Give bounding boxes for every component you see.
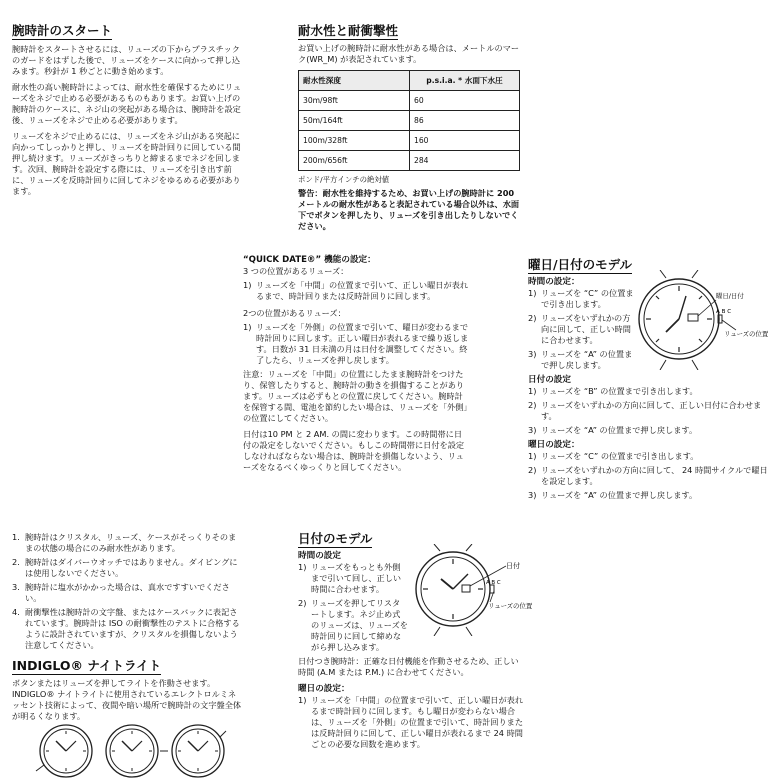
daydate-date-heading: 日付の設定 [528, 375, 571, 385]
water-title: 耐水性と耐衝撃性 [298, 23, 399, 38]
list-item: 1) リューズを「中間」の位置まで引いて、正しい曜日が表れるまで時計回りに回します。もし曜日が変わらない場合は、リューズを「外側」の位置まで引いて、時計回りまたは反時計回りに回して、正しい曜日が表れるまで 24 時間ごとの必要な回数を進めます。 [298, 695, 524, 749]
start-section [12, 20, 244, 202]
list-item: 3. 腕時計に塩水がかかった場合は、真水ですすいでください。 [12, 582, 230, 603]
water-resistance-table [298, 70, 520, 171]
water-warning: 警告：耐水性を維持するため、お買い上げの腕時計に 200 メートルの耐水性があると表記されている場合以外は、水面下でボタンを押したり、リューズを引き出したりしないでください。 [298, 188, 520, 231]
table-header-depth: 耐水性深度 [299, 71, 410, 91]
indiglo-watches-illustration [34, 717, 230, 780]
list-item: 2. 腕時計はダイバーウオッチではありません。ダイビングには使用しないでください。 [12, 557, 238, 578]
table-header-row [299, 71, 520, 91]
list-item: 1) リューズを「中間」の位置まで引いて、正しい曜日が表れるまで、時計回りまたは反時計回りに回します。 [243, 280, 469, 301]
table-row [299, 151, 520, 171]
daydate-label: 曜日/日付 [716, 292, 744, 300]
start-paragraph-2: 耐水性の高い腕時計によっては、耐水性を確保するためにリューズをネジで止める必要があるものもあります。お買い上げの腕時計のケースに、ネジ山の突起がある場合は、腕時計を設定後、リューズをネジで止める必要があります。 [12, 82, 242, 125]
list-item: 2) リューズをいずれかの方向に回して、正しい時間に合わせます。 [528, 313, 631, 345]
quickdate-three-position: 3 つの位置があるリューズ： [243, 266, 349, 276]
date-model-time-list [298, 562, 408, 653]
watch-icon [36, 725, 92, 777]
table-cell: 284 [410, 151, 520, 171]
watch-icon [416, 544, 494, 636]
list-item: 2) リューズをいずれかの方向に回して、正しい日付に合わせます。 [528, 400, 762, 421]
date-model-time-heading: 時間の設定 [298, 551, 341, 561]
quickdate-list-2 [243, 322, 469, 366]
quickdate-list-1 [243, 280, 469, 302]
notes-list [12, 532, 244, 651]
daydate-watch-illustration [632, 270, 772, 370]
table-cell: 160 [410, 131, 520, 151]
water-section [298, 20, 520, 237]
date-label: 日付 [506, 562, 520, 570]
table-row [299, 111, 520, 131]
list-item: 3) リューズを “A” の位置まで押し戻します。 [528, 490, 698, 500]
crown-position-label: リューズの位置 [488, 602, 533, 610]
daydate-time-list [528, 288, 634, 371]
quickdate-title: “QUICK DATE®” 機能の設定： [243, 255, 376, 265]
date-model-day-list [298, 695, 524, 750]
list-item: 1. 腕時計はクリスタル、リューズ、ケースがそっくりそのままの状態の場合にのみ耐水性があります。 [12, 532, 237, 553]
table-cell: 30m/98ft [299, 91, 410, 111]
water-footnote: ポンド/平方インチの絶対値 [298, 175, 390, 184]
quickdate-section [243, 254, 469, 478]
list-item: 3) リューズを “A” の位置まで押し戻します。 [528, 425, 698, 435]
watch-icon [639, 270, 722, 370]
list-item: 3) リューズを “A” の位置まで押し戻します。 [528, 349, 633, 370]
table-cell: 100m/328ft [299, 131, 410, 151]
daydate-day-list [528, 451, 768, 501]
start-title: 腕時計のスタート [12, 23, 113, 38]
table-cell: 60 [410, 91, 520, 111]
list-item: 2) リューズをいずれかの方向に回して、 24 時間サイクルで曜日を設定します。 [528, 465, 768, 486]
quickdate-caution: 注意：リューズを「中間」の位置にしたまま腕時計をつけたり、保管したりすると、腕時計の動きを損傷することがあります。リューズは必ずもとの位置に戻してください。腕時計を保管する間、電池を節約したい場合は、リューズを「外側」の位置にしてください。 [243, 369, 468, 423]
list-item: 1) リューズをもっとも外側まで引いて回し、正しい時間に合わせます。 [298, 562, 402, 594]
list-item: 2) リューズを押してリスタートします。ネジ止め式のリューズは、リューズを時計回りに回して締めながら押し込みます。 [298, 598, 408, 652]
start-paragraph-1: 腕時計をスタートさせるには、リューズの下からプラスチックのガードをはずした後で、リューズをケースに向かって押し込みます。秒針が 1 秒ごとに動き始めます。 [12, 44, 241, 76]
indiglo-title: INDIGLO® ナイトライト [12, 658, 162, 673]
indiglo-text: ボタンまたはリューズを押してライトを作動させます。INDIGLO® ナイトライトに使用されているエレクトロルミネッセント技術によって、夜間や暗い場所で腕時計の文字盤全体が明るくなります。 [12, 678, 242, 721]
crown-positions-label: A B C [486, 580, 501, 586]
notes-section [12, 532, 244, 727]
table-header-psia: p.s.i.a. * 水面下水圧 [410, 71, 520, 91]
watch-icon [172, 725, 226, 777]
list-item: 4. 耐衝撃性は腕時計の文字盤、またはケースバックに表記されています。腕時計は ISO の耐衝撃性のテストに合格するように設計されていますが、クリスタルを損傷しないよう注意してください。 [12, 607, 240, 650]
start-paragraph-3: リューズをネジで止めるには、リューズをネジ山がある突起に向かってしっかりと押し、リューズを時計回りに回している間押し続けます。リューズがきっちりと締まるまでネジを回します。次回、腕時計を設定する際には、リューズを引き出す前に、リューズを反時計回りに回してネジをゆるめる必要があります。 [12, 131, 241, 196]
daydate-date-list [528, 386, 768, 436]
daydate-day-heading: 曜日の設定： [528, 440, 580, 450]
table-row [299, 131, 520, 151]
water-intro: お買い上げの腕時計に耐水性がある場合は、メートルのマーク(WR_M) が表記されています。 [298, 43, 520, 64]
date-model-title: 日付のモデル [298, 531, 373, 546]
table-cell: 86 [410, 111, 520, 131]
crown-position-label: リューズの位置 [724, 330, 769, 338]
crown-positions-label: A B C [716, 309, 732, 315]
watch-icon [106, 725, 168, 777]
table-cell: 50m/164ft [299, 111, 410, 131]
date-watch-illustration [410, 544, 536, 636]
list-item: 1) リューズを “C” の位置まで引き出します。 [528, 451, 699, 461]
list-item: 1) リューズを “B” の位置まで引き出します。 [528, 386, 698, 396]
list-item: 1) リューズを “C” の位置まで引き出します。 [528, 288, 634, 309]
list-item: 1) リューズを「外側」の位置まで引いて、曜日が変わるまで時計回りに回します。正しい曜日が表れるまで繰り返します。日数が 31 日未満の月は日付を調整してください。終了したら、リューズを押し戻します。 [243, 322, 469, 365]
daydate-time-heading: 時間の設定： [528, 277, 580, 287]
table-cell: 200m/656ft [299, 151, 410, 171]
quickdate-two-position: 2つの位置があるリューズ： [243, 308, 346, 318]
table-row [299, 91, 520, 111]
date-model-note: 日付つき腕時計：正確な日付機能を作動させるため、正しい時間 (A.M または P.M.) に合わせてください。 [298, 656, 519, 677]
date-model-day-heading: 曜日の設定： [298, 684, 350, 694]
quickdate-note: 日付は10 PM と 2 AM. の間に変わります。この時間帯に日付の設定をしないでください。もしこの時間帯に日付を設定しなければならない場合は、腕時計を損傷しないよう、リューズをなるべくゆっくりと回してください。 [243, 429, 465, 472]
daydate-title: 曜日/日付のモデル [528, 257, 632, 272]
